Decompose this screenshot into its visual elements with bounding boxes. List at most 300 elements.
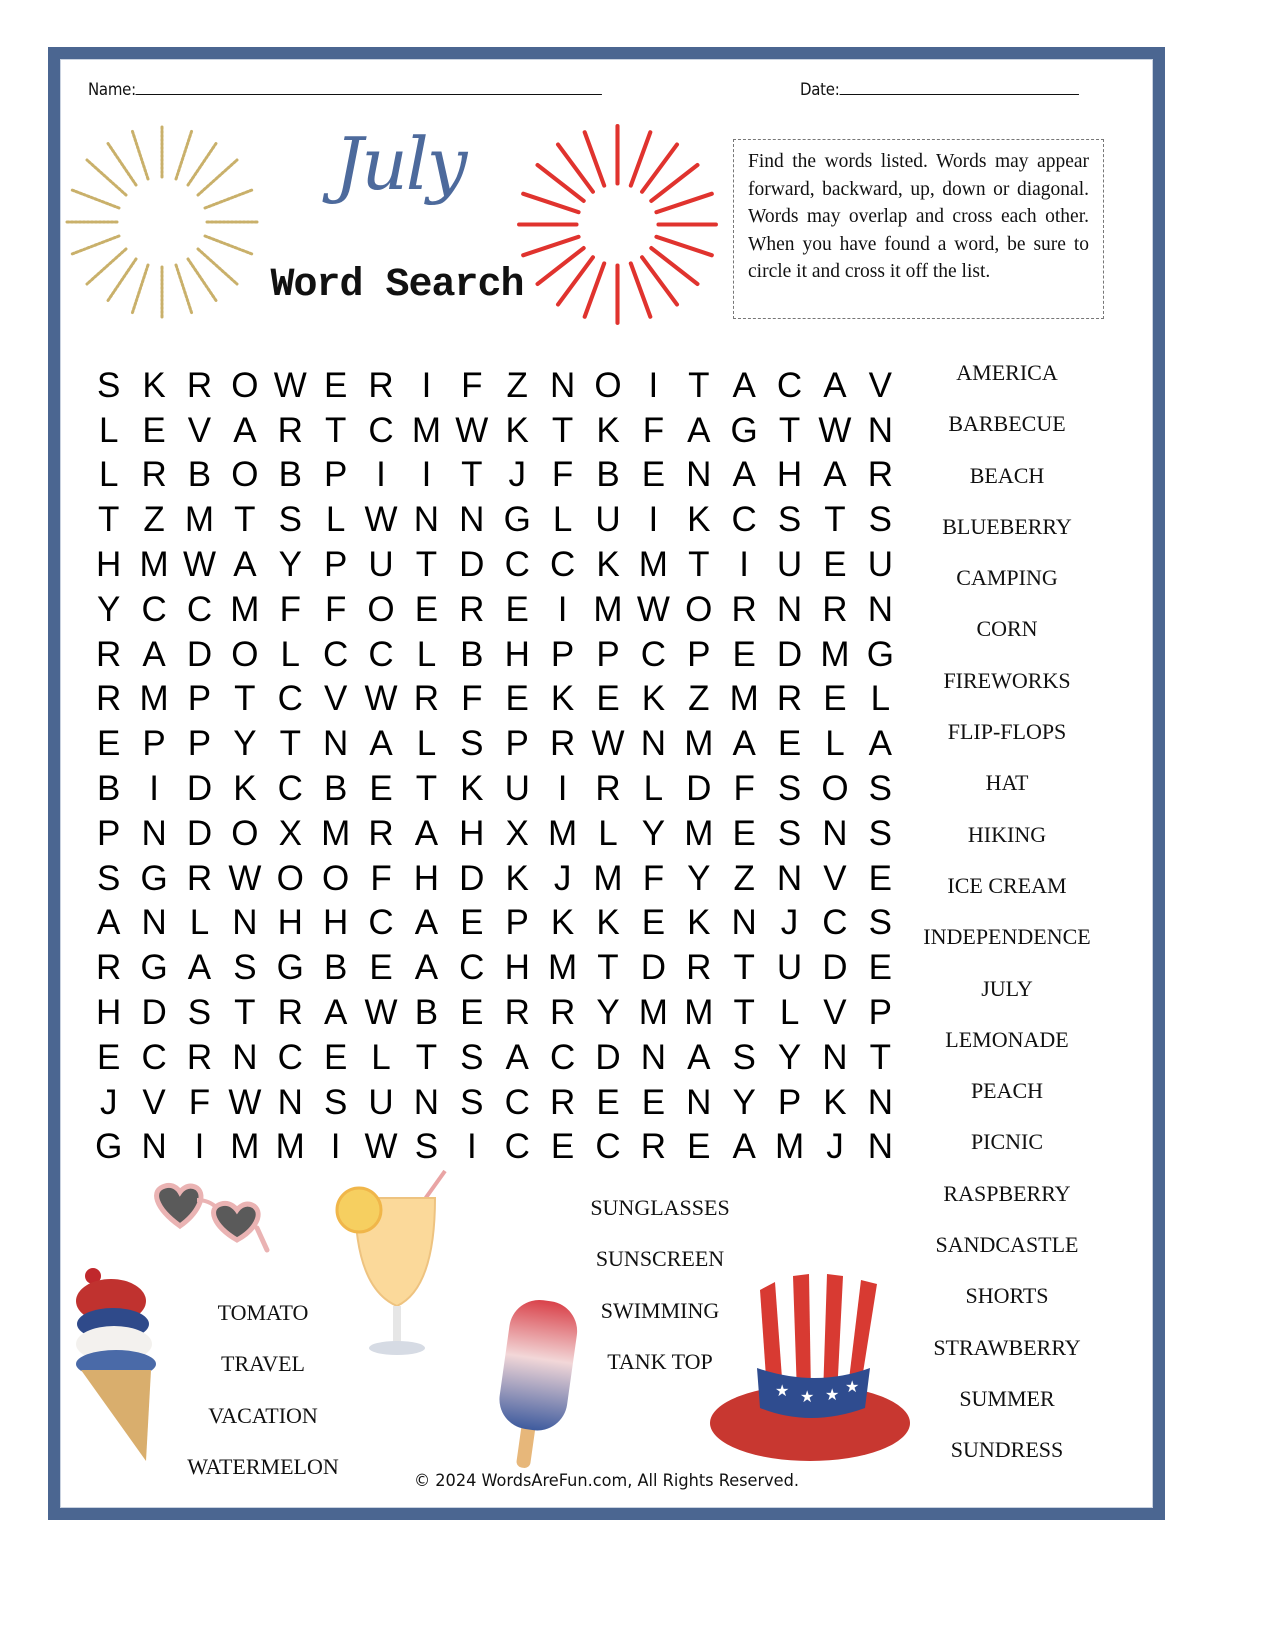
grid-cell[interactable]: M — [684, 993, 714, 1033]
grid-cell[interactable]: T — [415, 1037, 438, 1077]
grid-cell[interactable]: R — [186, 365, 213, 405]
grid-cell[interactable]: F — [279, 589, 301, 629]
grid-cell[interactable]: K — [142, 365, 166, 405]
grid-cell[interactable]: C — [368, 634, 394, 674]
grid-cell[interactable]: A — [823, 365, 847, 405]
grid-cell[interactable]: V — [868, 365, 893, 405]
grid-cell[interactable]: S — [777, 813, 802, 853]
grid-cell[interactable]: W — [273, 365, 307, 405]
grid-cell[interactable]: T — [733, 993, 755, 1033]
grid-cell[interactable]: V — [187, 410, 212, 450]
grid-cell[interactable]: W — [818, 410, 852, 450]
grid-cell[interactable]: E — [868, 948, 893, 988]
grid-cell[interactable]: J — [553, 858, 572, 898]
grid-cell[interactable]: K — [823, 1082, 847, 1122]
grid-cell[interactable]: T — [234, 993, 256, 1033]
grid-cell[interactable]: J — [508, 455, 526, 495]
grid-cell[interactable]: T — [279, 724, 301, 764]
grid-cell[interactable]: I — [376, 455, 386, 495]
grid-cell[interactable]: J — [826, 1127, 844, 1167]
grid-cell[interactable]: O — [276, 858, 304, 898]
grid-cell[interactable]: A — [233, 410, 257, 450]
date-field[interactable] — [800, 80, 1079, 100]
grid-cell[interactable]: N — [686, 455, 712, 495]
grid-cell[interactable]: P — [550, 634, 575, 674]
grid-cell[interactable]: X — [278, 813, 302, 853]
grid-cell[interactable]: S — [460, 724, 484, 764]
grid-cell[interactable]: C — [504, 545, 530, 585]
grid-cell[interactable]: J — [780, 903, 799, 943]
grid-cell[interactable]: R — [186, 1037, 213, 1077]
grid-cell[interactable]: G — [140, 858, 168, 898]
grid-cell[interactable]: A — [732, 1127, 756, 1167]
grid-cell[interactable]: L — [598, 813, 618, 853]
grid-cell[interactable]: E — [868, 858, 893, 898]
grid-cell[interactable]: C — [459, 948, 485, 988]
grid-cell[interactable]: W — [182, 545, 216, 585]
grid-cell[interactable]: S — [233, 948, 257, 988]
grid-cell[interactable]: B — [278, 455, 302, 495]
grid-cell[interactable]: N — [822, 813, 848, 853]
grid-cell[interactable]: A — [505, 1037, 529, 1077]
grid-cell[interactable]: R — [731, 589, 757, 629]
grid-cell[interactable]: S — [187, 993, 212, 1033]
grid-cell[interactable]: T — [778, 410, 801, 450]
grid-cell[interactable]: T — [324, 410, 347, 450]
grid-cell[interactable]: E — [97, 1037, 121, 1077]
grid-cell[interactable]: L — [189, 903, 210, 943]
grid-cell[interactable]: I — [648, 365, 659, 405]
grid-cell[interactable]: T — [824, 500, 846, 540]
grid-cell[interactable]: F — [370, 858, 392, 898]
grid-cell[interactable]: I — [648, 500, 659, 540]
grid-cell[interactable]: K — [233, 769, 257, 809]
grid-cell[interactable]: I — [557, 589, 568, 629]
grid-cell[interactable]: R — [368, 813, 394, 853]
grid-cell[interactable]: L — [643, 769, 664, 809]
name-field[interactable] — [88, 80, 602, 100]
grid-cell[interactable]: G — [730, 410, 758, 450]
grid-cell[interactable]: K — [687, 903, 711, 943]
grid-cell[interactable]: M — [593, 858, 623, 898]
grid-cell[interactable]: L — [416, 634, 437, 674]
grid-cell[interactable]: E — [414, 589, 439, 629]
grid-cell[interactable]: H — [277, 903, 303, 943]
grid-cell[interactable]: O — [231, 813, 259, 853]
grid-cell[interactable]: T — [551, 410, 574, 450]
grid-cell[interactable]: D — [595, 1037, 621, 1077]
grid-cell[interactable]: L — [325, 500, 346, 540]
grid-cell[interactable]: M — [684, 724, 714, 764]
grid-cell[interactable]: X — [505, 813, 529, 853]
grid-cell[interactable]: M — [638, 993, 668, 1033]
grid-cell[interactable]: W — [364, 1127, 398, 1167]
grid-cell[interactable]: M — [729, 679, 759, 719]
grid-cell[interactable]: T — [234, 500, 256, 540]
grid-cell[interactable]: O — [594, 365, 622, 405]
grid-cell[interactable]: C — [323, 634, 349, 674]
grid-cell[interactable]: C — [731, 500, 757, 540]
grid-cell[interactable]: T — [733, 948, 755, 988]
grid-cell[interactable]: W — [228, 858, 262, 898]
grid-cell[interactable]: R — [186, 858, 213, 898]
grid-cell[interactable]: I — [421, 455, 432, 495]
grid-cell[interactable]: B — [323, 769, 348, 809]
grid-cell[interactable]: S — [97, 365, 121, 405]
grid-cell[interactable]: A — [732, 724, 756, 764]
grid-cell[interactable]: F — [324, 589, 347, 629]
grid-cell[interactable]: R — [277, 993, 303, 1033]
grid-cell[interactable]: N — [459, 500, 485, 540]
grid-cell[interactable]: S — [97, 858, 121, 898]
grid-cell[interactable]: A — [142, 634, 166, 674]
grid-cell[interactable]: A — [233, 545, 257, 585]
grid-cell[interactable]: N — [549, 365, 576, 405]
grid-cell[interactable]: E — [641, 455, 666, 495]
grid-cell[interactable]: I — [194, 1127, 205, 1167]
grid-cell[interactable]: A — [369, 724, 393, 764]
grid-cell[interactable]: S — [732, 1037, 756, 1077]
grid-cell[interactable]: A — [868, 724, 893, 764]
grid-cell[interactable]: K — [596, 410, 620, 450]
grid-cell[interactable]: K — [596, 545, 620, 585]
grid-cell[interactable]: O — [231, 365, 259, 405]
grid-cell[interactable]: B — [97, 769, 121, 809]
grid-cell[interactable]: E — [823, 679, 847, 719]
grid-cell[interactable]: N — [640, 724, 667, 764]
grid-cell[interactable]: P — [187, 679, 212, 719]
grid-cell[interactable]: W — [364, 993, 398, 1033]
grid-cell[interactable]: E — [732, 634, 756, 674]
grid-cell[interactable]: P — [187, 724, 212, 764]
grid-cell[interactable]: E — [142, 410, 166, 450]
grid-cell[interactable]: K — [460, 769, 484, 809]
grid-cell[interactable]: T — [415, 769, 438, 809]
grid-cell[interactable]: K — [505, 410, 529, 450]
grid-cell[interactable]: H — [504, 634, 530, 674]
grid-cell[interactable]: N — [413, 500, 440, 540]
letter-grid[interactable] — [86, 363, 903, 1169]
grid-cell[interactable]: T — [688, 365, 710, 405]
grid-cell[interactable]: A — [187, 948, 212, 988]
grid-cell[interactable]: E — [460, 993, 484, 1033]
grid-cell[interactable]: U — [776, 545, 803, 585]
grid-cell[interactable]: E — [823, 545, 847, 585]
grid-cell[interactable]: E — [777, 724, 802, 764]
grid-cell[interactable]: N — [277, 1082, 303, 1122]
grid-cell[interactable]: N — [232, 903, 258, 943]
grid-cell[interactable]: G — [95, 1127, 123, 1167]
grid-cell[interactable]: T — [98, 500, 120, 540]
grid-cell[interactable]: N — [413, 1082, 440, 1122]
grid-cell[interactable]: P — [97, 813, 121, 853]
grid-cell[interactable]: O — [367, 589, 395, 629]
grid-cell[interactable]: K — [505, 858, 529, 898]
grid-cell[interactable]: N — [867, 1082, 893, 1122]
grid-cell[interactable]: L — [870, 679, 891, 719]
grid-cell[interactable]: Z — [143, 500, 165, 540]
grid-cell[interactable]: C — [776, 365, 803, 405]
grid-cell[interactable]: U — [595, 500, 621, 540]
grid-cell[interactable]: A — [414, 813, 439, 853]
grid-cell[interactable]: E — [596, 679, 620, 719]
grid-cell[interactable]: Z — [688, 679, 710, 719]
grid-cell[interactable]: A — [687, 1037, 711, 1077]
grid-cell[interactable]: N — [686, 1082, 712, 1122]
grid-cell[interactable]: L — [552, 500, 573, 540]
grid-cell[interactable]: M — [548, 948, 578, 988]
grid-cell[interactable]: Y — [641, 813, 666, 853]
grid-cell[interactable]: E — [732, 813, 756, 853]
grid-cell[interactable]: C — [595, 1127, 621, 1167]
grid-cell[interactable]: W — [455, 410, 489, 450]
grid-cell[interactable]: I — [330, 1127, 341, 1167]
grid-cell[interactable]: S — [460, 1082, 484, 1122]
grid-cell[interactable]: A — [414, 903, 439, 943]
grid-cell[interactable]: R — [867, 455, 893, 495]
grid-cell[interactable]: C — [640, 634, 667, 674]
grid-cell[interactable]: S — [323, 1082, 348, 1122]
grid-cell[interactable]: R — [776, 679, 803, 719]
grid-cell[interactable]: O — [685, 589, 713, 629]
grid-cell[interactable]: T — [597, 948, 619, 988]
grid-cell[interactable]: U — [504, 769, 530, 809]
grid-cell[interactable]: M — [275, 1127, 305, 1167]
grid-cell[interactable]: E — [369, 769, 393, 809]
grid-cell[interactable]: K — [641, 679, 666, 719]
grid-cell[interactable]: P — [777, 1082, 802, 1122]
grid-cell[interactable]: M — [321, 813, 351, 853]
grid-cell[interactable]: E — [460, 903, 484, 943]
grid-cell[interactable]: V — [142, 1082, 166, 1122]
grid-cell[interactable]: D — [822, 948, 848, 988]
grid-cell[interactable]: D — [186, 769, 213, 809]
grid-cell[interactable]: V — [323, 679, 348, 719]
grid-cell[interactable]: Y — [777, 1037, 802, 1077]
grid-cell[interactable]: N — [867, 589, 893, 629]
grid-cell[interactable]: T — [461, 455, 483, 495]
grid-cell[interactable]: W — [364, 679, 398, 719]
grid-cell[interactable]: R — [277, 410, 303, 450]
grid-cell[interactable]: M — [820, 634, 850, 674]
grid-cell[interactable]: D — [186, 813, 213, 853]
grid-cell[interactable]: R — [549, 724, 576, 764]
grid-cell[interactable]: E — [687, 1127, 711, 1167]
grid-cell[interactable]: E — [323, 365, 348, 405]
grid-cell[interactable]: I — [557, 769, 568, 809]
grid-cell[interactable]: H — [459, 813, 485, 853]
grid-cell[interactable]: H — [323, 903, 349, 943]
grid-cell[interactable]: N — [323, 724, 349, 764]
grid-cell[interactable]: N — [776, 858, 803, 898]
grid-cell[interactable]: T — [869, 1037, 892, 1077]
grid-cell[interactable]: N — [867, 1127, 893, 1167]
grid-cell[interactable]: R — [141, 455, 167, 495]
grid-cell[interactable]: P — [687, 634, 711, 674]
grid-cell[interactable]: R — [459, 589, 485, 629]
grid-cell[interactable]: Y — [687, 858, 711, 898]
grid-cell[interactable]: C — [186, 589, 213, 629]
grid-cell[interactable]: V — [823, 993, 847, 1033]
grid-cell[interactable]: M — [548, 813, 578, 853]
grid-cell[interactable]: U — [776, 948, 803, 988]
grid-cell[interactable]: A — [687, 410, 711, 450]
grid-cell[interactable]: N — [141, 1127, 167, 1167]
grid-cell[interactable]: L — [98, 455, 119, 495]
grid-cell[interactable]: I — [739, 545, 750, 585]
grid-cell[interactable]: N — [822, 1037, 848, 1077]
grid-cell[interactable]: E — [550, 1127, 575, 1167]
grid-cell[interactable]: N — [141, 903, 167, 943]
grid-cell[interactable]: B — [596, 455, 620, 495]
grid-cell[interactable]: B — [460, 634, 484, 674]
grid-cell[interactable]: V — [823, 858, 847, 898]
grid-cell[interactable]: M — [774, 1127, 805, 1167]
grid-cell[interactable]: O — [821, 769, 849, 809]
grid-cell[interactable]: A — [732, 455, 756, 495]
grid-cell[interactable]: D — [776, 634, 803, 674]
grid-cell[interactable]: M — [230, 1127, 260, 1167]
grid-cell[interactable]: S — [414, 1127, 439, 1167]
grid-cell[interactable]: Y — [233, 724, 257, 764]
grid-cell[interactable]: L — [98, 410, 119, 450]
grid-cell[interactable]: C — [277, 679, 303, 719]
grid-cell[interactable]: Y — [596, 993, 620, 1033]
grid-cell[interactable]: C — [368, 903, 394, 943]
grid-cell[interactable]: N — [640, 1037, 667, 1077]
grid-cell[interactable]: P — [596, 634, 620, 674]
grid-cell[interactable]: C — [504, 1082, 530, 1122]
grid-cell[interactable]: M — [139, 679, 169, 719]
grid-cell[interactable]: R — [413, 679, 440, 719]
grid-cell[interactable]: R — [549, 1082, 576, 1122]
grid-cell[interactable]: S — [868, 813, 893, 853]
grid-cell[interactable]: R — [822, 589, 848, 629]
grid-cell[interactable]: E — [641, 1082, 666, 1122]
grid-cell[interactable]: N — [776, 589, 803, 629]
grid-cell[interactable]: U — [368, 1082, 394, 1122]
grid-cell[interactable]: P — [505, 903, 529, 943]
grid-cell[interactable]: N — [731, 903, 757, 943]
grid-cell[interactable]: L — [280, 634, 300, 674]
grid-cell[interactable]: G — [140, 948, 168, 988]
grid-cell[interactable]: S — [868, 903, 893, 943]
grid-cell[interactable]: F — [461, 365, 483, 405]
grid-cell[interactable]: S — [868, 769, 893, 809]
grid-cell[interactable]: N — [867, 410, 893, 450]
grid-cell[interactable]: W — [636, 589, 670, 629]
grid-cell[interactable]: W — [364, 500, 398, 540]
grid-cell[interactable]: Y — [278, 545, 302, 585]
grid-cell[interactable]: T — [688, 545, 710, 585]
grid-cell[interactable]: O — [231, 634, 259, 674]
grid-cell[interactable]: A — [823, 455, 847, 495]
grid-cell[interactable]: M — [230, 589, 260, 629]
grid-cell[interactable]: I — [421, 365, 432, 405]
grid-cell[interactable]: C — [277, 769, 303, 809]
grid-cell[interactable]: G — [503, 500, 531, 540]
grid-cell[interactable]: E — [97, 724, 121, 764]
grid-cell[interactable]: D — [141, 993, 167, 1033]
grid-cell[interactable]: C — [549, 1037, 576, 1077]
grid-cell[interactable]: S — [460, 1037, 484, 1077]
grid-cell[interactable]: C — [277, 1037, 303, 1077]
grid-cell[interactable]: E — [505, 589, 529, 629]
grid-cell[interactable]: O — [322, 858, 350, 898]
grid-cell[interactable]: D — [186, 634, 213, 674]
grid-cell[interactable]: E — [596, 1082, 620, 1122]
grid-cell[interactable]: U — [867, 545, 893, 585]
grid-cell[interactable]: E — [505, 679, 529, 719]
grid-cell[interactable]: C — [822, 903, 848, 943]
grid-cell[interactable]: W — [591, 724, 625, 764]
grid-cell[interactable]: F — [642, 858, 665, 898]
grid-cell[interactable]: A — [732, 365, 756, 405]
grid-cell[interactable]: M — [184, 500, 215, 540]
grid-cell[interactable]: E — [323, 1037, 348, 1077]
grid-cell[interactable]: O — [231, 455, 259, 495]
grid-cell[interactable]: E — [641, 903, 666, 943]
grid-cell[interactable]: M — [139, 545, 169, 585]
grid-cell[interactable]: F — [461, 679, 483, 719]
grid-cell[interactable]: D — [459, 545, 485, 585]
grid-cell[interactable]: Y — [97, 589, 121, 629]
grid-cell[interactable]: R — [595, 769, 621, 809]
grid-cell[interactable]: K — [596, 903, 620, 943]
grid-cell[interactable]: F — [551, 455, 574, 495]
grid-cell[interactable]: N — [141, 813, 167, 853]
grid-cell[interactable]: R — [504, 993, 530, 1033]
grid-cell[interactable]: R — [686, 948, 712, 988]
grid-cell[interactable]: K — [550, 679, 575, 719]
grid-cell[interactable]: C — [549, 545, 576, 585]
grid-cell[interactable]: S — [278, 500, 302, 540]
grid-cell[interactable]: K — [550, 903, 575, 943]
grid-cell[interactable]: H — [96, 993, 122, 1033]
grid-cell[interactable]: Y — [732, 1082, 756, 1122]
grid-cell[interactable]: R — [549, 993, 576, 1033]
grid-cell[interactable]: M — [638, 545, 668, 585]
grid-cell[interactable]: A — [97, 903, 121, 943]
grid-cell[interactable]: I — [149, 769, 159, 809]
grid-cell[interactable]: I — [466, 1127, 477, 1167]
grid-cell[interactable]: H — [96, 545, 122, 585]
grid-cell[interactable]: W — [228, 1082, 262, 1122]
grid-cell[interactable]: G — [276, 948, 304, 988]
grid-cell[interactable]: L — [371, 1037, 391, 1077]
grid-cell[interactable]: R — [640, 1127, 667, 1167]
grid-cell[interactable]: H — [776, 455, 803, 495]
grid-cell[interactable]: P — [323, 455, 348, 495]
grid-cell[interactable]: L — [779, 993, 800, 1033]
grid-cell[interactable]: L — [416, 724, 437, 764]
grid-cell[interactable]: P — [323, 545, 348, 585]
grid-cell[interactable]: K — [687, 500, 711, 540]
grid-cell[interactable]: M — [684, 813, 714, 853]
grid-cell[interactable]: H — [504, 948, 530, 988]
grid-cell[interactable]: M — [411, 410, 441, 450]
grid-cell[interactable]: T — [234, 679, 256, 719]
grid-cell[interactable]: Z — [733, 858, 755, 898]
grid-cell[interactable]: B — [414, 993, 439, 1033]
grid-cell[interactable]: F — [733, 769, 755, 809]
grid-cell[interactable]: R — [96, 634, 122, 674]
grid-cell[interactable]: F — [188, 1082, 211, 1122]
grid-cell[interactable]: N — [232, 1037, 258, 1077]
grid-cell[interactable]: A — [414, 948, 439, 988]
grid-cell[interactable]: B — [323, 948, 348, 988]
grid-cell[interactable]: S — [777, 769, 802, 809]
